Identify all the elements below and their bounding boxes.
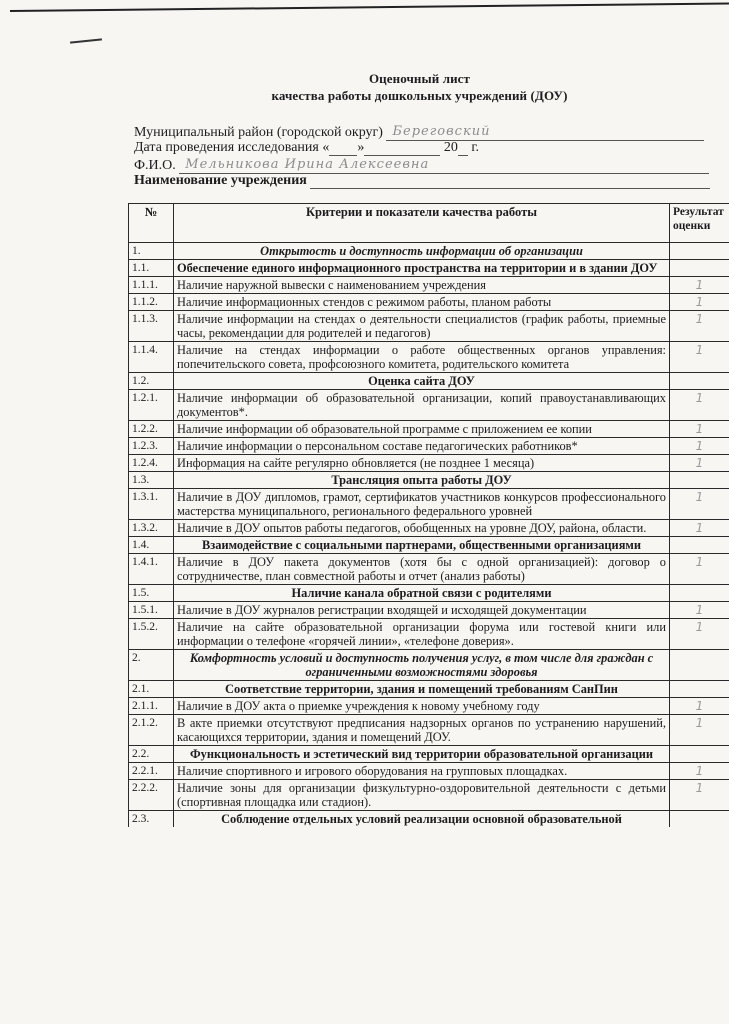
table-row: [129, 780, 729, 811]
result-cell[interactable]: 1: [670, 390, 729, 421]
fio-field: [134, 157, 709, 174]
section-heading: Открытость и доступность информации об организации: [174, 243, 670, 260]
fio-value: Мельникова Ирина Алексеевна: [185, 157, 430, 172]
row-number: 1.4.: [129, 537, 174, 554]
row-number: 1.5.1.: [129, 602, 174, 619]
result-cell[interactable]: 1: [670, 715, 729, 746]
result-cell[interactable]: 1: [670, 698, 729, 715]
table-row: [129, 489, 729, 520]
result-cell[interactable]: 1: [670, 554, 729, 585]
date-field: [134, 140, 479, 156]
row-number: 1.2.: [129, 373, 174, 390]
table-header-row: [129, 204, 729, 243]
row-number: 1.2.1.: [129, 390, 174, 421]
table-row: [129, 715, 729, 746]
criterion-text: Наличие в ДОУ акта о приемке учреждения к новому учебному году: [174, 698, 670, 715]
row-number: 1.1.: [129, 260, 174, 277]
row-number: 2.2.: [129, 746, 174, 763]
row-number: 1.5.2.: [129, 619, 174, 650]
col-result-header: Результат оценки: [670, 204, 729, 243]
table-row: [129, 763, 729, 780]
result-cell[interactable]: 1: [670, 421, 729, 438]
row-number: 1.2.3.: [129, 438, 174, 455]
scan-top-edge-line: [10, 2, 729, 12]
date-month-input[interactable]: [364, 155, 440, 156]
result-cell[interactable]: [670, 585, 729, 602]
criteria-table: [128, 203, 729, 827]
row-number: 2.1.: [129, 681, 174, 698]
section-heading: Оценка сайта ДОУ: [174, 373, 670, 390]
table-row: [129, 277, 729, 294]
table-row: [129, 698, 729, 715]
row-number: 2.1.1.: [129, 698, 174, 715]
criterion-text: Наличие на сайте образовательной организации форума или гостевой книги или информации о телефоне «горячей линии», «телефоне доверия».: [174, 619, 670, 650]
criterion-text: Наличие информационных стендов с режимом работы, планом работы: [174, 294, 670, 311]
row-number: 1.3.2.: [129, 520, 174, 537]
table-row: [129, 602, 729, 619]
row-number: 1.3.1.: [129, 489, 174, 520]
result-cell[interactable]: 1: [670, 342, 729, 373]
result-cell[interactable]: 1: [670, 438, 729, 455]
criterion-text: Наличие информации на стендах о деятельности специалистов (график работы, приемные часы, рекомендации для родителей и педагогов): [174, 311, 670, 342]
result-cell[interactable]: [670, 260, 729, 277]
fio-input[interactable]: [179, 157, 709, 174]
row-number: 1.3.: [129, 472, 174, 489]
row-number: 1.5.: [129, 585, 174, 602]
date-year: 20: [443, 140, 458, 155]
criterion-text: Наличие информации о персональном составе педагогических работников*: [174, 438, 670, 455]
section-heading: Трансляция опыта работы ДОУ: [174, 472, 670, 489]
table-row: [129, 537, 729, 554]
criterion-text: Наличие в ДОУ дипломов, грамот, сертификатов участников конкурсов профессионального мастерства муниципального, регионального федерального уровней: [174, 489, 670, 520]
table-row: [129, 455, 729, 472]
table-row: [129, 520, 729, 537]
criterion-text: Наличие информации об образовательной программе с приложением ее копии: [174, 421, 670, 438]
date-suffix: г.: [471, 140, 480, 155]
criterion-text: Наличие на стендах информации о работе общественных органов управления: попечительского совета, профсоюзного комитета, родительского комитета: [174, 342, 670, 373]
result-cell[interactable]: 1: [670, 455, 729, 472]
table-row: [129, 294, 729, 311]
result-cell[interactable]: 1: [670, 763, 729, 780]
district-label: Муниципальный район (городской округ): [134, 125, 383, 140]
row-number: 1.1.4.: [129, 342, 174, 373]
table-row: [129, 438, 729, 455]
date-day-input[interactable]: [329, 155, 357, 156]
section-heading: Соответствие территории, здания и помещений требованиям СанПин: [174, 681, 670, 698]
result-cell[interactable]: [670, 681, 729, 698]
criterion-text: Наличие наружной вывески с наименованием учреждения: [174, 277, 670, 294]
table-row: [129, 472, 729, 489]
result-cell[interactable]: 1: [670, 277, 729, 294]
row-number: 2.1.2.: [129, 715, 174, 746]
date-label: Дата проведения исследования «: [134, 140, 330, 155]
table-row: [129, 681, 729, 698]
result-cell[interactable]: 1: [670, 520, 729, 537]
section-heading: Наличие канала обратной связи с родителями: [174, 585, 670, 602]
criterion-text: Наличие информации об образовательной организации, копий правоустанавливающих документов*.: [174, 390, 670, 421]
result-cell[interactable]: [670, 472, 729, 489]
table-row: [129, 811, 729, 828]
criterion-text: Наличие в ДОУ пакета документов (хотя бы с одной организацией): договор о сотрудничестве, план совместной работы и отчет (анализ работы): [174, 554, 670, 585]
table-row: [129, 373, 729, 390]
date-mid: »: [357, 140, 365, 155]
row-number: 1.1.1.: [129, 277, 174, 294]
row-number: 2.2.2.: [129, 780, 174, 811]
district-field: [134, 124, 704, 141]
table-row: [129, 260, 729, 277]
row-number: 2.3.: [129, 811, 174, 828]
section-heading: Взаимодействие с социальными партнерами, общественными организациями: [174, 537, 670, 554]
row-number: 1.4.1.: [129, 554, 174, 585]
result-cell[interactable]: 1: [670, 294, 729, 311]
table-row: [129, 243, 729, 260]
result-cell[interactable]: 1: [670, 780, 729, 811]
result-cell[interactable]: [670, 746, 729, 763]
row-number: 1.2.2.: [129, 421, 174, 438]
criterion-text: Наличие зоны для организации физкультурно-оздоровительной деятельности с детьми (спортивная площадка или стадион).: [174, 780, 670, 811]
table-row: [129, 585, 729, 602]
row-number: 1.1.2.: [129, 294, 174, 311]
col-criteria-header: Критерии и показатели качества работы: [174, 204, 670, 243]
result-cell[interactable]: 1: [670, 602, 729, 619]
table-row: [129, 421, 729, 438]
row-number: 1.1.3.: [129, 311, 174, 342]
table-row: [129, 311, 729, 342]
result-cell[interactable]: [670, 650, 729, 681]
result-cell[interactable]: [670, 811, 729, 828]
org-field: [134, 173, 710, 189]
result-cell[interactable]: 1: [670, 619, 729, 650]
row-number: 1.: [129, 243, 174, 260]
result-cell[interactable]: 1: [670, 311, 729, 342]
table-row: [129, 650, 729, 681]
row-number: 1.2.4.: [129, 455, 174, 472]
org-label: Наименование учреждения: [134, 173, 307, 188]
table-row: [129, 342, 729, 373]
subsection-heading: Обеспечение единого информационного пространства на территории и в здании ДОУ: [174, 260, 670, 277]
page-title: Оценочный лист: [368, 71, 471, 86]
district-input[interactable]: [386, 124, 704, 141]
criterion-text: Информация на сайте регулярно обновляется (не позднее 1 месяца): [174, 455, 670, 472]
col-num-header: №: [129, 204, 174, 243]
result-cell[interactable]: [670, 243, 729, 260]
criterion-text: Наличие в ДОУ журналов регистрации входящей и исходящей документации: [174, 602, 670, 619]
result-cell[interactable]: [670, 537, 729, 554]
result-cell[interactable]: 1: [670, 489, 729, 520]
table-row: [129, 746, 729, 763]
section-heading: Комфортность условий и доступность получения услуг, в том числе для граждан с ограниченными возможностями здоровья: [174, 650, 670, 681]
table-row: [129, 619, 729, 650]
page-subtitle: качества работы дошкольных учреждений (ДОУ): [271, 88, 568, 103]
district-value: Береговский: [392, 124, 491, 139]
row-number: 2.2.1.: [129, 763, 174, 780]
table-row: [129, 554, 729, 585]
section-heading: Функциональность и эстетический вид территории образовательной организации: [174, 746, 670, 763]
criterion-text: Наличие спортивного и игрового оборудования на групповых площадках.: [174, 763, 670, 780]
criterion-text: Наличие в ДОУ опытов работы педагогов, обобщенных на уровне ДОУ, района, области.: [174, 520, 670, 537]
date-year-input[interactable]: [458, 155, 468, 156]
criterion-text: В акте приемки отсутствуют предписания надзорных органов по устранению нарушений, касающихся территории, здания и помещений ДОУ.: [174, 715, 670, 746]
pen-mark: [70, 38, 102, 43]
section-heading: Соблюдение отдельных условий реализации основной образовательной: [174, 811, 670, 828]
org-input[interactable]: [310, 188, 710, 189]
table-row: [129, 390, 729, 421]
row-number: 2.: [129, 650, 174, 681]
fio-label: Ф.И.О.: [134, 158, 176, 173]
result-cell[interactable]: [670, 373, 729, 390]
